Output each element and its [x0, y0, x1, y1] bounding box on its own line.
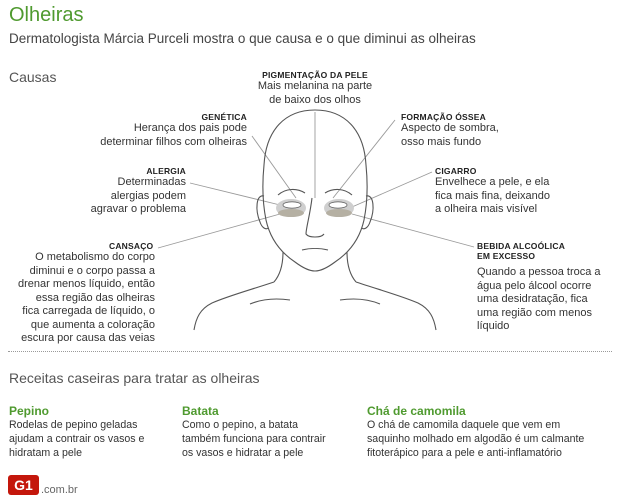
remedy-text-line: hidratam a pele [9, 447, 83, 459]
remedy-text-line: os vasos e hidratar a pele [182, 447, 304, 459]
cause-text-line: drenar menos líquido, então [18, 278, 155, 290]
leader-alergia [190, 183, 280, 205]
cause-text-line: alergias podem [110, 189, 186, 202]
eye-shadows [276, 199, 354, 217]
cause-text-line: de baixo dos olhos [269, 93, 361, 106]
leader-genetica [252, 136, 296, 198]
remedy-title: Chá de camomila [367, 404, 466, 418]
cause-pigmentacao [225, 70, 405, 107]
cause-text-line: a olheira mais visível [435, 203, 538, 215]
cause-title: ALERGIA [146, 166, 186, 176]
remedy-text-line: ajudam a contrair os vasos e [9, 433, 145, 445]
cause-text-line: líquido [477, 320, 510, 332]
cause-cigarro [435, 166, 615, 217]
cause-text-line: uma desidratação, fica [477, 293, 588, 305]
cause-text-line: escura por causa das veias [21, 332, 155, 344]
cause-title: BEBIDA ALCOÓLICA [477, 241, 566, 251]
remedy-text-line: saquinho molhado em algodão é um calmante [367, 433, 585, 445]
leader-cigarro [352, 172, 432, 207]
footer-domain: .com.br [41, 484, 78, 496]
page-title: Olheiras [9, 4, 84, 26]
cause-text-line: Mais melanina na parte [257, 80, 373, 92]
cause-title: CIGARRO [435, 166, 477, 176]
remedy-batata [182, 404, 362, 460]
cause-formacao-ossea [401, 112, 581, 149]
cause-text-line: que aumenta a coloração [30, 318, 155, 331]
leader-bebida [352, 214, 474, 247]
cause-text-line: Envelhece a pele, e ela [435, 176, 550, 188]
remedy-text-line: fitoterápico para a pele e anti-inflamatório [367, 447, 562, 459]
cause-text-line: Quando a pessoa troca a [477, 266, 601, 278]
cause-cansaco [5, 241, 155, 346]
section-divider [8, 351, 612, 352]
leader-formacao [333, 120, 395, 198]
remedy-text-line: também funciona para contrair [182, 433, 326, 445]
cause-text-line: Aspecto de sombra, [401, 122, 499, 134]
cause-text-line: O metabolismo do corpo [35, 251, 155, 263]
cause-text-line: diminui e o corpo passa a [29, 264, 155, 277]
leader-cansaco [158, 214, 280, 248]
cause-text-line: uma região com menos [477, 306, 592, 319]
cause-title: EM EXCESSO [477, 251, 536, 261]
cause-text-line: Herança dos pais pode [133, 122, 247, 134]
cause-text-line: água pelo álcool ocorre [477, 279, 592, 292]
cause-genetica [60, 112, 247, 149]
cause-text-line: essa região das olheiras [35, 291, 155, 304]
cause-title: FORMAÇÃO ÓSSEA [401, 112, 486, 122]
cause-text-line: fica carregada de líquido, o [22, 305, 155, 317]
logo-text: G1 [14, 477, 33, 493]
remedy-cha-camomila [367, 404, 617, 460]
remedy-text-line: O chá de camomila daquele que vem em [367, 419, 561, 431]
remedy-text-line: Como o pepino, a batata [182, 419, 299, 431]
cause-title: GENÉTICA [201, 112, 247, 122]
cause-text-line: Determinadas [117, 176, 186, 188]
cause-text-line: determinar filhos com olheiras [100, 135, 247, 148]
remedy-title: Pepino [9, 404, 50, 418]
cause-alergia [80, 166, 186, 217]
remedy-text-line: Rodelas de pepino geladas [9, 419, 138, 431]
cause-bebida-alcoolica [477, 241, 617, 334]
g1-logo [8, 474, 40, 496]
remedy-pepino [9, 404, 179, 460]
cause-title: CANSAÇO [109, 241, 154, 251]
cause-title: PIGMENTAÇÃO DA PELE [262, 70, 368, 80]
page-subtitle: Dermatologista Márcia Purceli mostra o que causa e o que diminui as olheiras [9, 31, 476, 46]
cause-text-line: agravar o problema [90, 203, 186, 215]
remedies-heading: Receitas caseiras para tratar as olheiras [9, 370, 260, 386]
cause-text-line: osso mais fundo [401, 135, 482, 148]
causes-heading: Causas [9, 69, 57, 85]
cause-text-line: fica mais fina, deixando [435, 189, 550, 202]
remedy-title: Batata [182, 404, 219, 418]
